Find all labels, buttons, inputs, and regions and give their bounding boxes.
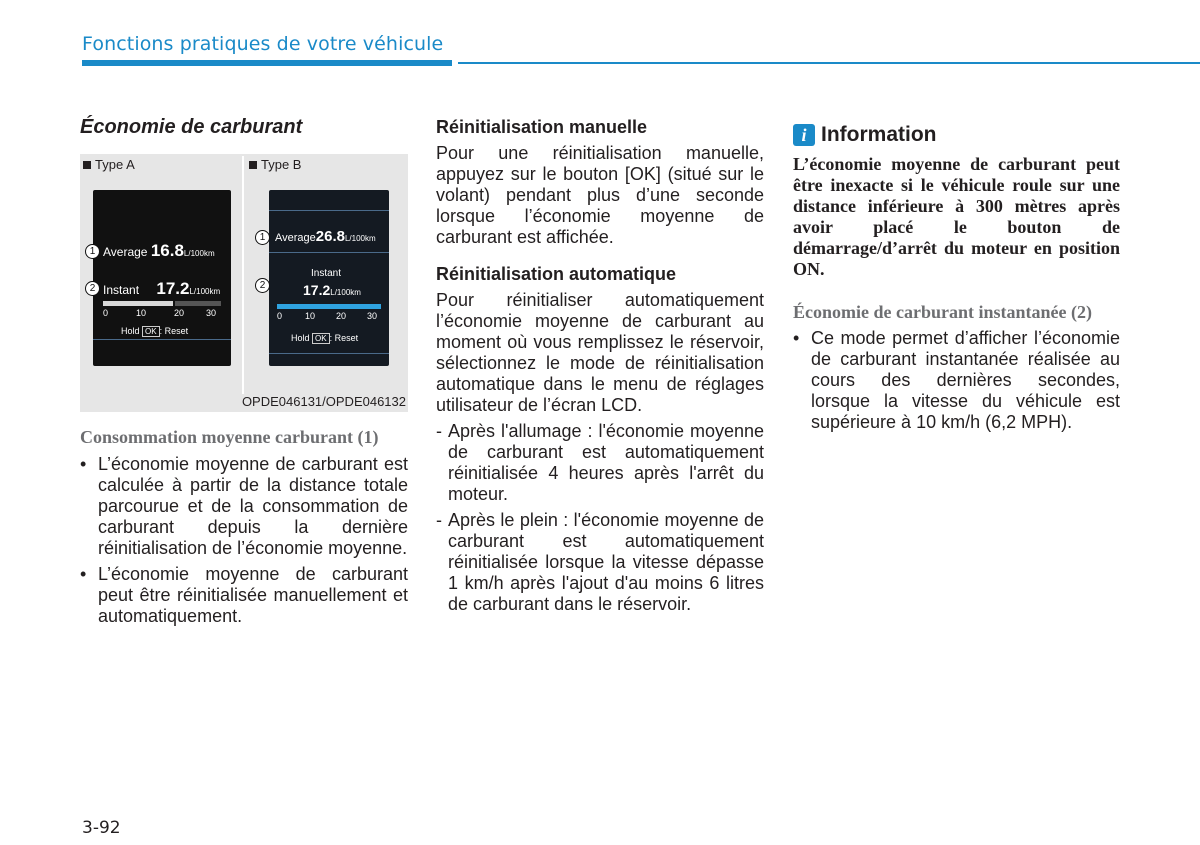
subheading-average: Consommation moyenne carburant (1) [80, 427, 379, 447]
info-icon: i [793, 124, 815, 146]
information-header [793, 123, 1120, 147]
instant-readout: Instant 17.2L/100km [103, 279, 221, 298]
display-rule [93, 339, 231, 340]
column-3-text [793, 123, 1120, 433]
square-bullet-icon [83, 161, 91, 169]
page-number: 3-92 [82, 818, 121, 838]
figure-label-type-a: Type A [83, 157, 135, 172]
auto-reset-paragraph: Pour réinitialiser automatiquement l’économie moyenne de carburant au moment où vous remplissez le réservoir, sélectionnez le mode de réinitialisation automatique dans le menu de réglages utilisateur de l’écran LCD. [436, 290, 764, 415]
instant-readout: 17.2L/100km [303, 282, 361, 298]
display-rule [269, 353, 389, 354]
gauge-tick: 0 [277, 311, 283, 321]
gauge-tick: 30 [206, 308, 217, 318]
hold-reset-hint: Hold OK : Reset [291, 333, 359, 343]
figure-divider [242, 156, 244, 394]
callout-2-badge: 2 [85, 281, 100, 296]
display-type-a [93, 190, 231, 366]
instant-gauge-track [175, 301, 221, 306]
section-title: Économie de carburant [80, 116, 303, 138]
list-item: • L’économie moyenne de carburant peut être réinitialisée manuellement et automatiquement. [80, 564, 408, 627]
average-readout: Average26.8L/100km [275, 228, 376, 245]
gauge-tick: 10 [305, 311, 316, 321]
information-text: L’économie moyenne de carburant peut être inexacte si le véhicule roule sur une distance inférieure à 300 mètres après avoir placé le bouton de démarrage/d’arrêt du moteur en position ON. [793, 154, 1120, 279]
subheading-instant: Économie de carburant instantanée (2) [793, 302, 1092, 322]
callout-1-badge: 1 [85, 244, 100, 259]
manual-reset-paragraph: Pour une réinitialisation manuelle, appuyez sur le bouton [OK] (situé sur le volant) pendant plus d’une seconde lorsque l’économie moyenne de carburant est affichée. [436, 143, 764, 247]
display-rule [269, 252, 389, 253]
header-rule-thin [458, 62, 1200, 64]
cluster-figure [80, 154, 408, 412]
callout-1-badge: 1 [255, 230, 270, 245]
information-title: Information [821, 123, 937, 146]
running-header: Fonctions pratiques de votre véhicule [82, 33, 444, 55]
list-item: • L’économie moyenne de carburant est calculée à partir de la distance totale parcourue et de la consommation de carburant depuis la dernière réinitialisation de l’économie moyenne. [80, 454, 408, 559]
gauge-tick: 30 [367, 311, 378, 321]
list-item: - Après l'allumage : l'économie moyenne de carburant est automatiquement réinitialisée 4 heures après l'arrêt du moteur. [436, 421, 764, 504]
list-item: • Ce mode permet d’afficher l’économie de carburant instantanée réalisée au cours des dernières secondes, lorsque la vitesse du véhicule est supérieure à 10 km/h (6,2 MPH). [793, 328, 1120, 433]
average-readout: Average 16.8L/100km [103, 241, 215, 260]
display-rule [269, 210, 389, 211]
hold-reset-hint: Hold OK : Reset [121, 326, 189, 336]
auto-reset-heading: Réinitialisation automatique [436, 264, 677, 284]
list-item: - Après le plein : l'économie moyenne de carburant est automatiquement réinitialisée lorsque la vitesse dépasse 1 km/h après l'ajout d'au moins 6 litres de carburant dans le réservoir. [436, 510, 764, 614]
instant-label: Instant [311, 268, 342, 279]
square-bullet-icon [249, 161, 257, 169]
manual-reset-heading: Réinitialisation manuelle [436, 117, 648, 137]
gauge-tick: 10 [136, 308, 147, 318]
figure-label-type-b: Type B [249, 157, 301, 172]
gauge-tick: 0 [103, 308, 109, 318]
column-2-text [436, 117, 764, 615]
figure-caption: OPDE046131/OPDE046132 [241, 394, 406, 409]
display-type-b [269, 190, 389, 366]
gauge-tick: 20 [174, 308, 185, 318]
header-rule-thick [82, 60, 452, 66]
gauge-tick: 20 [336, 311, 347, 321]
callout-2-badge: 2 [255, 278, 270, 293]
instant-gauge-fill [277, 304, 381, 309]
instant-gauge-fill [103, 301, 173, 306]
column-1-text [80, 427, 408, 627]
